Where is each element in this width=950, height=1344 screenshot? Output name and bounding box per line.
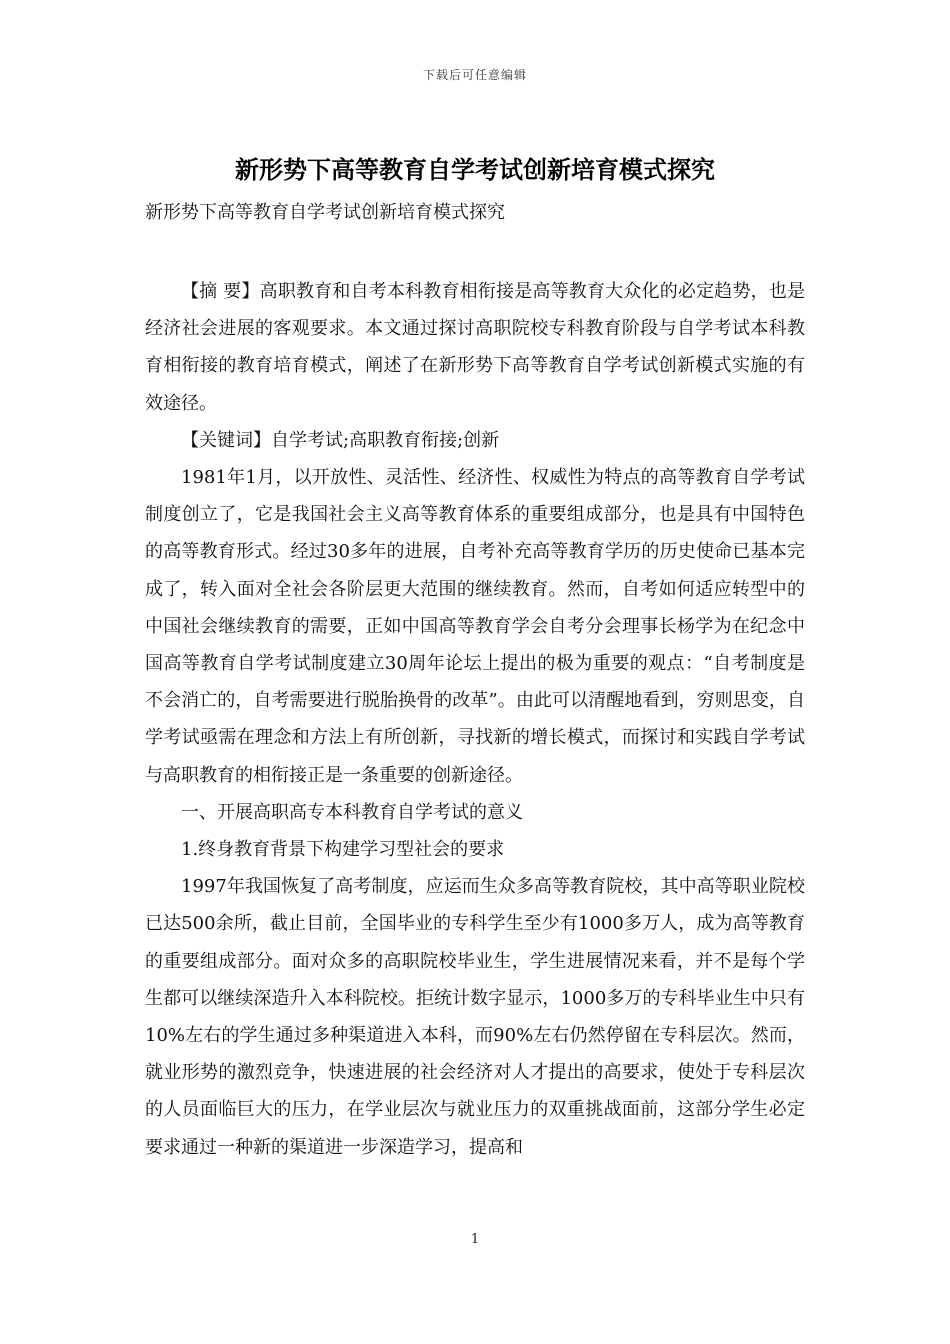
document-subtitle: 新形势下高等教育自学考试创新培育模式探究 [145,202,505,223]
intro-paragraph: 1981年1月，以开放性、灵活性、经济性、权威性为特点的高等教育自学考试制度创立了，它是我国社会主义高等教育体系的重要组成部分，也是具有中国特色的高等教育形式。经过30多年的进展，自考补充高等教育学历的历史使命已基本完成了，转入面对全社会各阶层更大范围的继续教育。然而，自考如何适应转型中的中国社会继续教育的需要，正如中国高等教育学会自考分会理事长杨学为在纪念中国高等教育自学考试制度建立30周年论坛上提出的极为重要的观点：“自考制度是不会消亡的，自考需要进行脱胎换骨的改革”。由此可以清醒地看到，穷则思变，自学考试亟需在理念和方法上有所创新，寻找新的增长模式，而探讨和实践自学考试与高职教育的相衔接正是一条重要的创新途径。 [145,467,805,786]
keywords-paragraph: 【关键词】自学考试;高职教育衔接;创新 [181,429,500,451]
header-note: 下载后可任意编辑 [422,68,527,82]
document-title: 新形势下高等教育自学考试创新培育模式探究 [235,155,715,184]
page-number: 1 [470,1232,480,1247]
subsection-heading: 1.终身教育背景下构建学习型社会的要求 [181,839,505,861]
abstract-paragraph: 【摘 要】高职教育和自考本科教育相衔接是高等教育大众化的必定趋势，也是经济社会进展的客观要求。本文通过探讨高职院校专科教育阶段与自学考试本科教育相衔接的教育培育模式，阐述了在新形势下高等教育自学考试创新模式实施的有效途径。 [145,281,805,414]
body-paragraph: 1997年我国恢复了高考制度，应运而生众多高等教育院校，其中高等职业院校已达500余所，截止目前，全国毕业的专科学生至少有1000多万人，成为高等教育的重要组成部分。面对众多的高职院校毕业生，学生进展情况来看，并不是每个学生都可以继续深造升入本科院校。拒统计数字显示，1000多万的专科毕业生中只有10%左右的学生通过多种渠道进入本科，而90%左右仍然停留在专科层次。然而，就业形势的激烈竞争，快速进展的社会经济对人才提出的高要求，使处于专科层次的人员面临巨大的压力，在学业层次与就业压力的双重挑战面前，这部分学生必定要求通过一种新的渠道进一步深造学习，提高和 [145,876,805,1158]
document-body [145,273,805,1166]
section-heading: 一、开展高职高专本科教育自学考试的意义 [181,801,523,823]
